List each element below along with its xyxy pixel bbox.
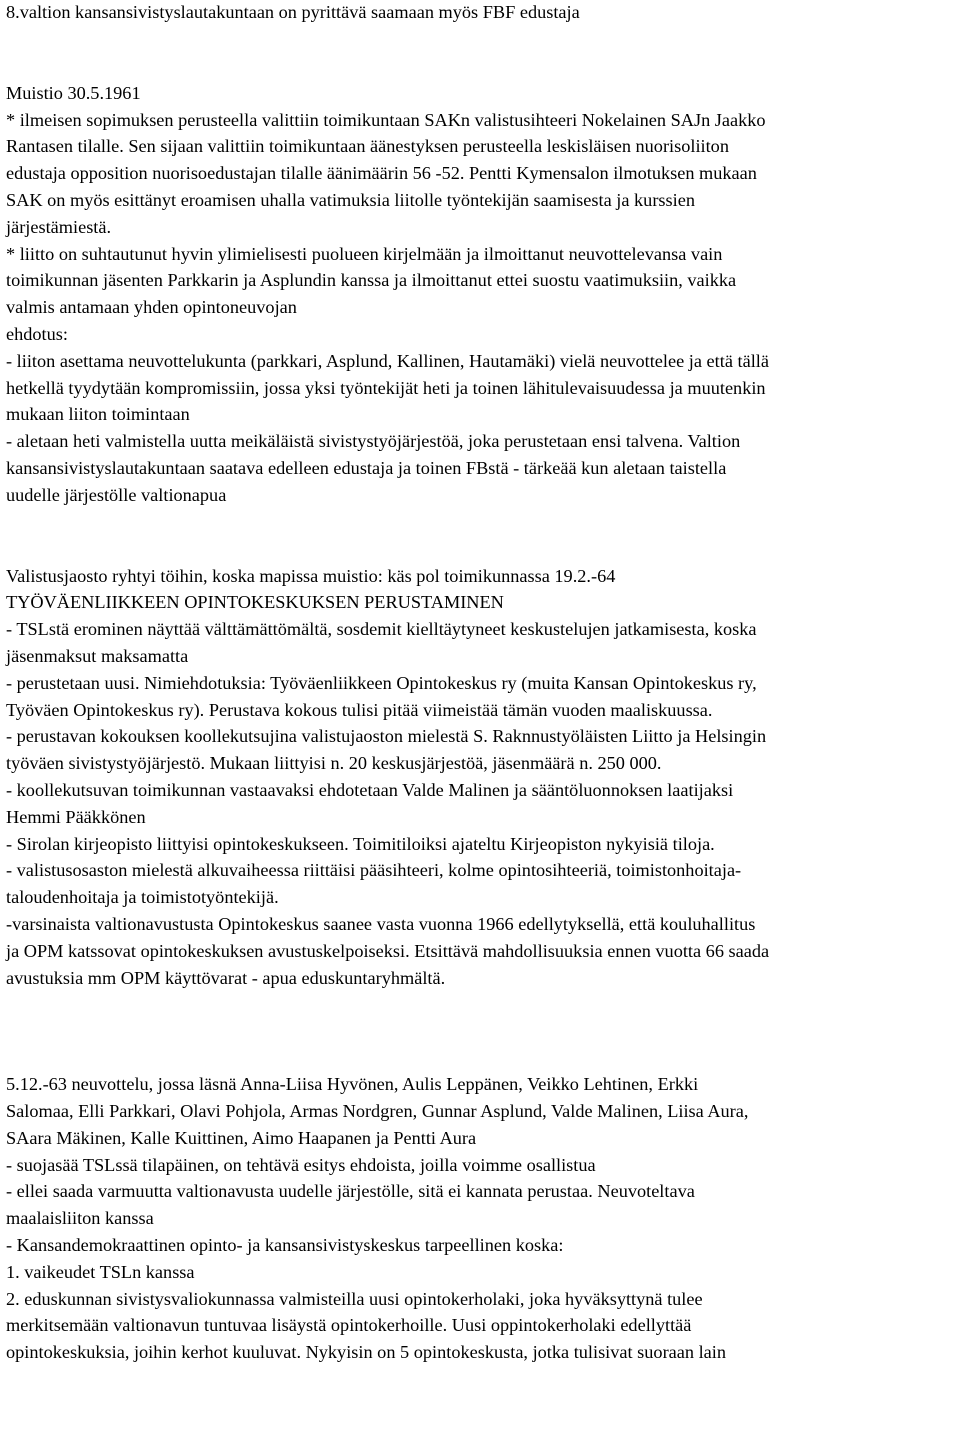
text-line: jäsenmaksut maksamatta [6,645,189,666]
block-spacer [6,991,956,1071]
text-line: mukaan liiton toimintaan [6,404,190,425]
text-line: uudelle järjestölle valtionapua [6,484,227,505]
text-line: 8.valtion kansansivistyslautakuntaan on pyrittävä saamaan myös FBF edustaja [6,2,580,22]
text-line: - perustavan kokouksen koollekutsujina valistujaoston mielestä S. Raknnustyöläisten Liitto ja Helsingin [6,726,767,747]
text-line: SAK on myös esittänyt eroamisen uhalla vatimuksia liitolle työntekijän saamisesta ja kurssien [6,189,695,210]
text-block [6,80,956,509]
text-line: - perustetaan uusi. Nimiehdotuksia: Työväenliikkeen Opintokeskus ry (muita Kansan Opintokeskus ry, [6,672,757,693]
text-line: 2. eduskunnan sivistysvaliokunnassa valmisteilla uusi opintokerholaki, joka hyväksyttynä tulee [6,1288,703,1309]
text-line: merkitsemään valtionavun tuntuvaa lisäystä opintokerhoille. Uusi oppintokerholaki edellyttää [6,1315,692,1336]
text-line: ehdotus: [6,323,68,344]
text-line: hetkellä tyydytään kompromissiin, jossa yksi työntekijät heti ja toinen lähitulevaisuudessa ja muutenkin [6,377,766,398]
text-line: Työväen Opintokeskus ry). Perustava kokous tulisi pitää viimeistää tämän vuoden maaliskuussa. [6,699,713,720]
text-line: Muistio 30.5.1961 [6,82,141,103]
text-line: maalaisliiton kanssa [6,1208,154,1229]
text-line: - TSLstä erominen näyttää välttämättömältä, sosdemit kielltäytyneet keskustelujen jatkamisesta, koska [6,619,757,640]
text-line: - Kansandemokraattinen opinto- ja kansansivistyskeskus tarpeellinen koska: [6,1235,564,1256]
text-line: - suojasää TSLssä tilapäinen, on tehtävä esitys ehdoista, joilla voimme osallistua [6,1154,596,1175]
text-line: - valistusosaston mielestä alkuvaiheessa riittäisi pääsihteeri, kolme opintosihteeriä, toimistonhoitaja- [6,860,742,881]
text-line: työväen sivistystyöjärjestö. Mukaan liittyisi n. 20 keskusjärjestöä, jäsenmäärä n. 250 000. [6,753,662,774]
text-line: - ellei saada varmuutta valtionavusta uudelle järjestölle, sitä ei kannata perustaa. Neuvoteltava [6,1181,695,1202]
text-line: - koollekutsuvan toimikunnan vastaavaksi ehdotetaan Valde Malinen ja sääntöluonnoksen laatijaksi [6,779,734,800]
text-line: opintokeskuksia, joihin kerhot kuuluvat. Nykyisin on 5 opintokeskusta, jotka tulisivat suoraan lain [6,1342,727,1363]
text-line: edustaja opposition nuorisoedustajan tilalle äänimäärin 56 -52. Pentti Kymensalon ilmotuksen mukaan [6,163,757,184]
block-spacer [6,26,956,80]
text-line: 5.12.-63 neuvottelu, jossa läsnä Anna-Liisa Hyvönen, Aulis Leppänen, Veikko Lehtinen, Erkki [6,1074,699,1095]
text-line: -varsinaista valtionavustusta Opintokeskus saanee vasta vuonna 1966 edellytyksellä, että kouluhallitus [6,913,756,934]
text-line: taloudenhoitaja ja toimistotyöntekijä. [6,887,279,908]
text-line: valmis antamaan yhden opintoneuvojan [6,297,297,318]
block-spacer [6,509,956,563]
text-line: - aletaan heti valmistella uutta meikäläistä sivistystyöjärjestöä, joka perustetaan ensi talvena. Valtion [6,431,741,452]
text-line: SAara Mäkinen, Kalle Kuittinen, Aimo Haapanen ja Pentti Aura [6,1127,477,1148]
text-block [6,1071,956,1366]
text-line: toimikunnan jäsenten Parkkarin ja Asplundin kanssa ja ilmoittanut ettei suostu vaatimuksiin, vaikka [6,270,737,291]
document-page [6,0,956,1366]
text-block [6,0,956,26]
text-line: järjestämiestä. [6,216,112,237]
text-line: Salomaa, Elli Parkkari, Olavi Pohjola, Armas Nordgren, Gunnar Asplund, Valde Malinen, Liisa Aura, [6,1101,749,1122]
text-line: - Sirolan kirjeopisto liittyisi opintokeskukseen. Toimitiloiksi ajateltu Kirjeopiston nykyisiä tiloja. [6,833,715,854]
text-line: ja OPM katssovat opintokeskuksen avustuskelpoiseksi. Etsittävä mahdollisuuksia ennen vuotta 66 saada [6,940,770,961]
text-line: kansansivistyslautakuntaan saatava edelleen edustaja ja toinen FBstä - tärkeää kun aletaan taistella [6,457,727,478]
text-line: Rantasen tilalle. Sen sijaan valittiin toimikuntaan äänestyksen perusteella leskisläisen nuorisoliiton [6,136,729,157]
text-line: Hemmi Pääkkönen [6,806,146,827]
text-line: TYÖVÄENLIIKKEEN OPINTOKESKUKSEN PERUSTAMINEN [6,592,504,613]
text-line: * ilmeisen sopimuksen perusteella valittiin toimikuntaan SAKn valistusihteeri Nokelainen SAJn Jaakko [6,109,766,130]
text-line: Valistusjaosto ryhtyi töihin, koska mapissa muistio: käs pol toimikunnassa 19.2.-64 [6,565,616,586]
text-line: avustuksia mm OPM käyttövarat - apua eduskuntaryhmältä. [6,967,446,988]
text-line: - liiton asettama neuvottelukunta (parkkari, Asplund, Kallinen, Hautamäki) vielä neuvottelee ja että tällä [6,350,769,371]
text-line: 1. vaikeudet TSLn kanssa [6,1261,195,1282]
text-line: * liitto on suhtautunut hyvin ylimielisesti puolueen kirjelmään ja ilmoittanut neuvottelevansa vain [6,243,723,264]
text-block [6,563,956,992]
